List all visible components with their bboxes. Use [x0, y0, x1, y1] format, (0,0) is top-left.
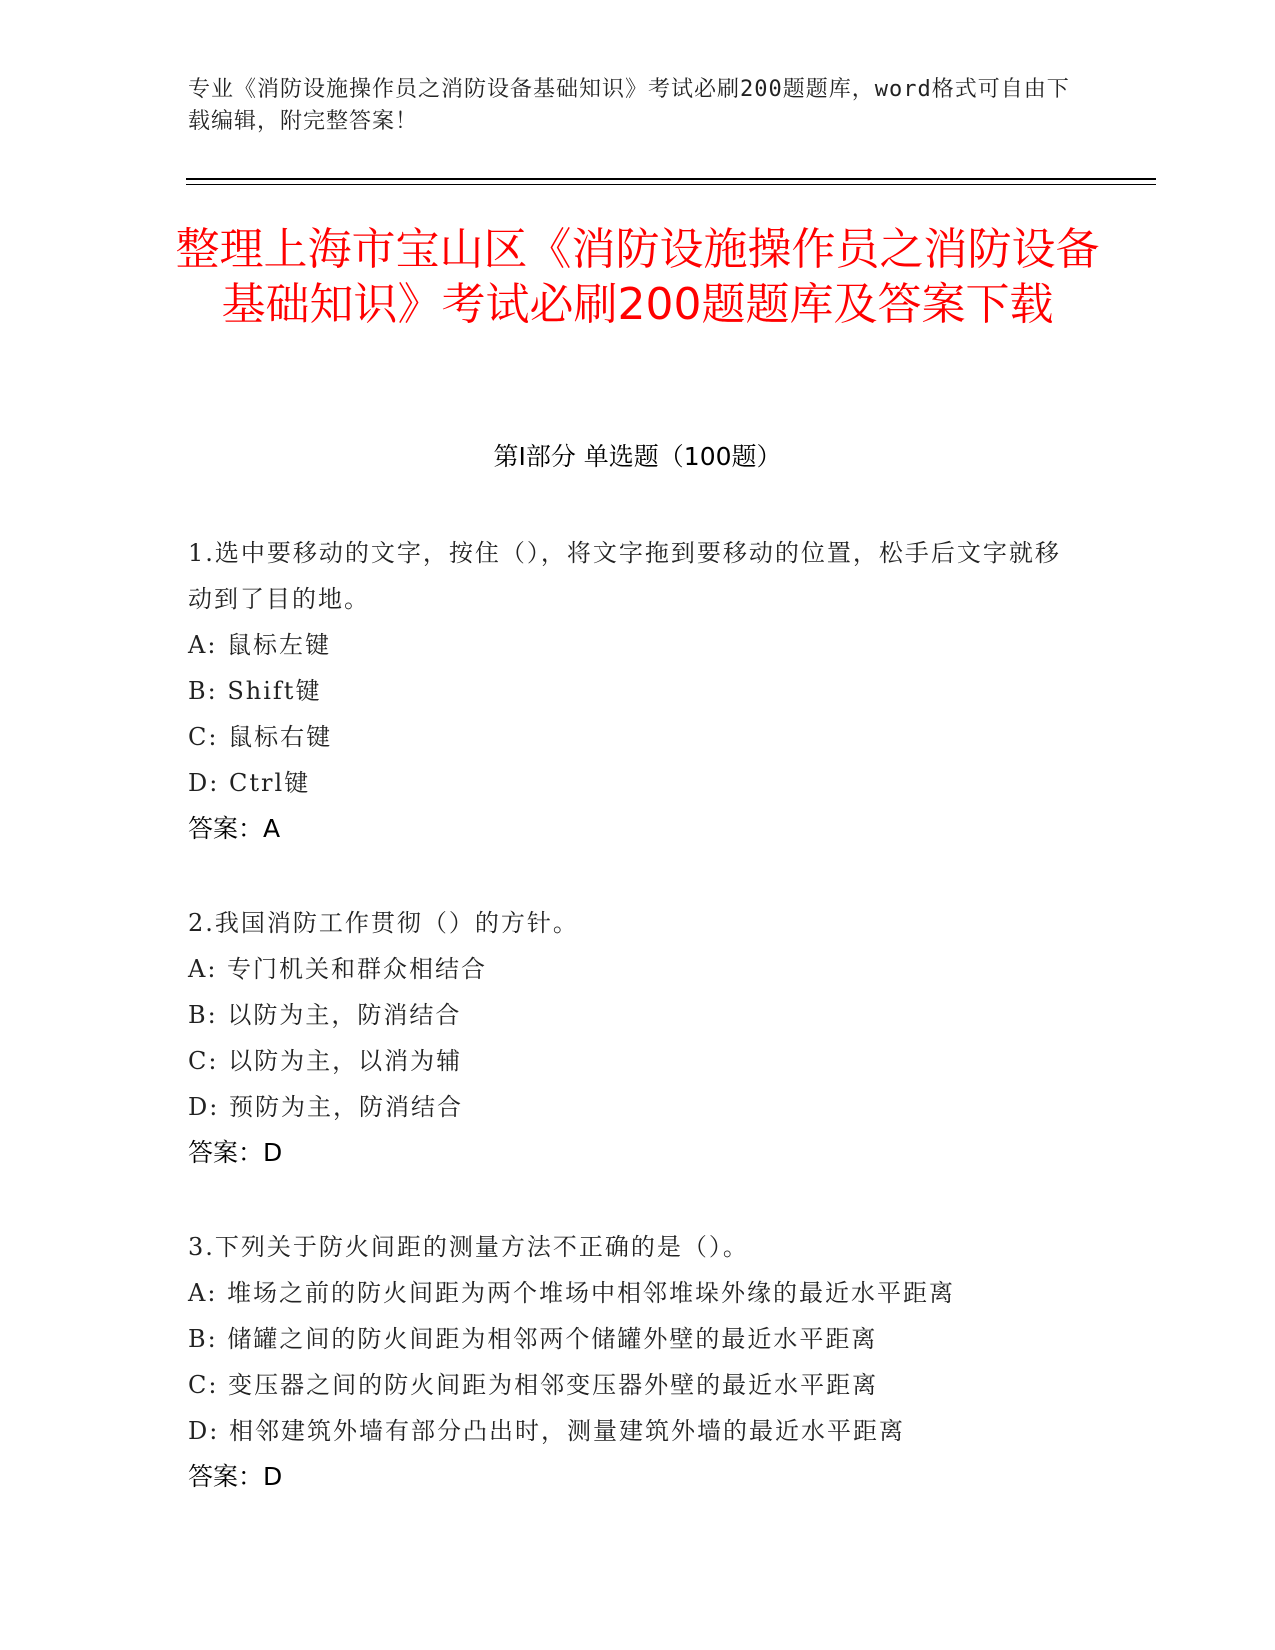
option-b: B: 以防为主，防消结合 [188, 1001, 462, 1029]
document-title: 整理上海市宝山区《消防设施操作员之消防设备基础知识》考试必刷200题题库及答案下载 [175, 224, 1100, 330]
header-divider-thick [186, 178, 1156, 180]
question-stem: 2.我国消防工作贯彻（）的方针。 [188, 909, 579, 937]
question-item [188, 900, 1078, 1176]
answer-line: 答案：D [188, 1462, 283, 1491]
question-item [188, 530, 1078, 852]
question-stem: 1.选中要移动的文字，按住（），将文字拖到要移动的位置，松手后文字就移动到了目的地。 [188, 539, 1061, 613]
option-a: A: 鼠标左键 [188, 631, 332, 659]
option-c: C: 变压器之间的防火间距为相邻变压器外壁的最近水平距离 [188, 1371, 879, 1399]
option-d: D: 预防为主，防消结合 [188, 1093, 463, 1121]
option-c: C: 以防为主，以消为辅 [188, 1047, 463, 1075]
header-note: 专业《消防设施操作员之消防设备基础知识》考试必刷200题题库，word格式可自由下载编辑，附完整答案！ [188, 77, 1070, 134]
option-d: D: Ctrl键 [188, 769, 311, 797]
option-b: B: 储罐之间的防火间距为相邻两个储罐外壁的最近水平距离 [188, 1325, 878, 1353]
question-item [188, 1224, 1078, 1500]
option-a: A: 专门机关和群众相结合 [188, 955, 488, 983]
option-b: B: Shift键 [188, 677, 322, 705]
option-a: A: 堆场之前的防火间距为两个堆场中相邻堆垛外缘的最近水平距离 [188, 1279, 956, 1307]
header-divider-thin [186, 184, 1156, 185]
option-c: C: 鼠标右键 [188, 723, 333, 751]
answer-line: 答案：D [188, 1138, 283, 1167]
section-title: 第Ⅰ部分 单选题（100题） [493, 442, 782, 471]
question-list [188, 530, 1078, 1548]
option-d: D: 相邻建筑外墙有部分凸出时，测量建筑外墙的最近水平距离 [188, 1417, 905, 1445]
question-stem: 3.下列关于防火间距的测量方法不正确的是（）。 [188, 1233, 749, 1261]
answer-line: 答案：A [188, 814, 281, 843]
